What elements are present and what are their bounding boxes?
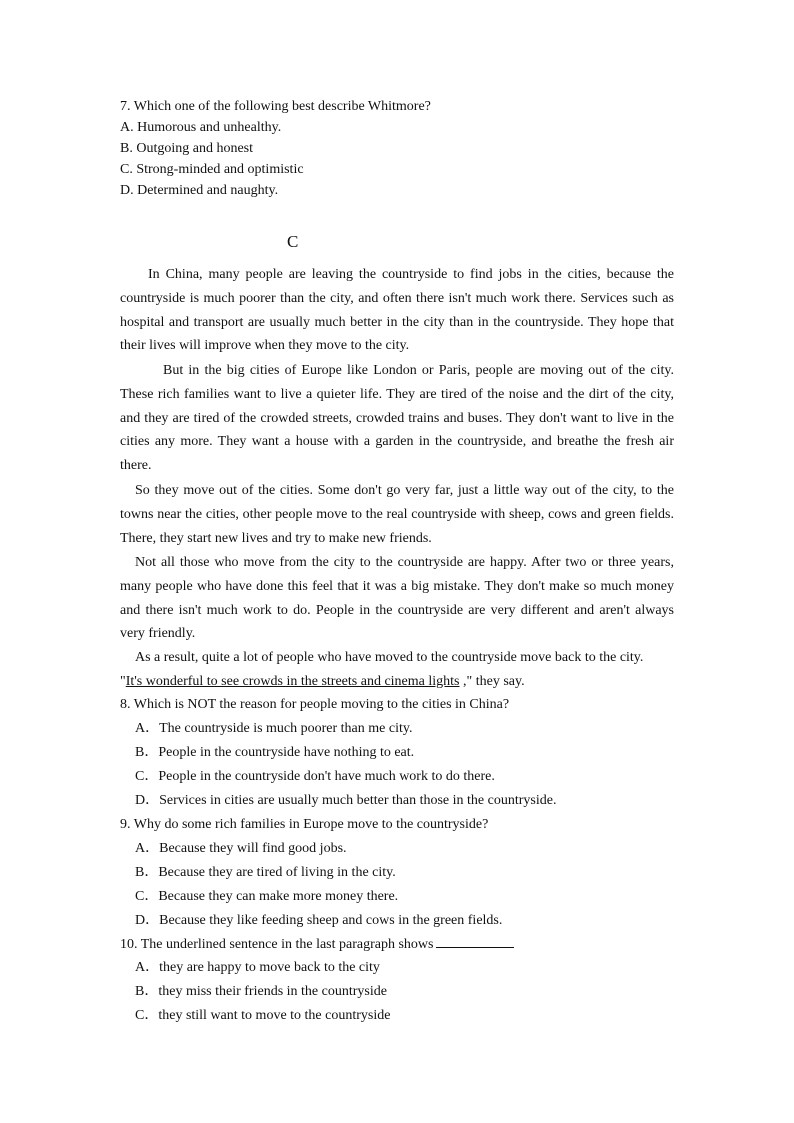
quote-open: " [120, 673, 126, 689]
question-9: 9. Why do some rich families in Europe move to the countryside? [120, 817, 489, 832]
paragraph-5-text: As a result, quite a lot of people who have moved to the countryside move back to the city. [135, 650, 644, 665]
q10-option-a: A．they are happy to move back to the city [135, 960, 380, 975]
q9-option-b: B．Because they are tired of living in the city. [135, 865, 396, 880]
q7-option-b: B. Outgoing and honest [120, 141, 253, 156]
answer-blank [436, 935, 514, 948]
q9-option-c: C．Because they can make more money there. [135, 889, 399, 904]
passage-paragraph-4: Not all those who move from the city to the countryside are happy. After two or three years, many people who have done this feel that it was a big mistake. They don't make so much money and there isn't much work to do. People in the countryside are very different and aren't always very friendly. [120, 555, 674, 642]
q9-option-a: A．Because they will find good jobs. [135, 841, 347, 856]
q8-option-c: C．People in the countryside don't have much work to do there. [135, 769, 495, 784]
q7-option-d: D. Determined and naughty. [120, 183, 279, 198]
question-10 [120, 935, 514, 954]
section-heading: C [287, 232, 299, 251]
underlined-sentence: It's wonderful to see crowds in the streets and cinema lights [125, 673, 460, 689]
q10-option-b: B．they miss their friends in the countryside [135, 984, 387, 999]
question-10-text: 10. The underlined sentence in the last paragraph shows [120, 937, 434, 952]
question-7: 7. Which one of the following best describe Whitmore? [120, 99, 431, 114]
quote-close: ," they say. [459, 673, 525, 689]
q9-option-d: D．Because they like feeding sheep and cows in the green fields. [135, 913, 503, 928]
q7-option-c: C. Strong-minded and optimistic [120, 162, 304, 177]
passage-paragraph-2: But in the big cities of Europe like London or Paris, people are moving out of the city. These rich families want to live a quieter life. They are tired of the noise and the dirt of the city, and they are tired of the crowded streets, crowded trains and buses. They don't want to live in the cities any more. They want a house with a garden in the countryside, and breathe the fresh air there. [120, 363, 674, 474]
q10-option-c: C．they still want to move to the countryside [135, 1008, 391, 1023]
q8-option-b: B．People in the countryside have nothing to eat. [135, 745, 415, 760]
passage-paragraph-3: So they move out of the cities. Some don't go very far, just a little way out of the city, to the towns near the cities, other people move to the real countryside with sheep, cows and green fields. There, they start new lives and try to make new friends. [120, 483, 674, 546]
q7-option-a: A. Humorous and unhealthy. [120, 120, 282, 135]
q8-option-a: A．The countryside is much poorer than me city. [135, 721, 413, 736]
q8-option-d: D．Services in cities are usually much better than those in the countryside. [135, 793, 557, 808]
question-8: 8. Which is NOT the reason for people moving to the cities in China? [120, 697, 510, 712]
passage-paragraph-5 [120, 646, 674, 694]
passage-paragraph-1: In China, many people are leaving the countryside to find jobs in the cities, because the countryside is much poorer than the city, and often there isn't much work there. Services such as hospital and transport are usually much better in the city than in the countryside. They hope that their lives will improve when they move to the city. [120, 267, 674, 354]
